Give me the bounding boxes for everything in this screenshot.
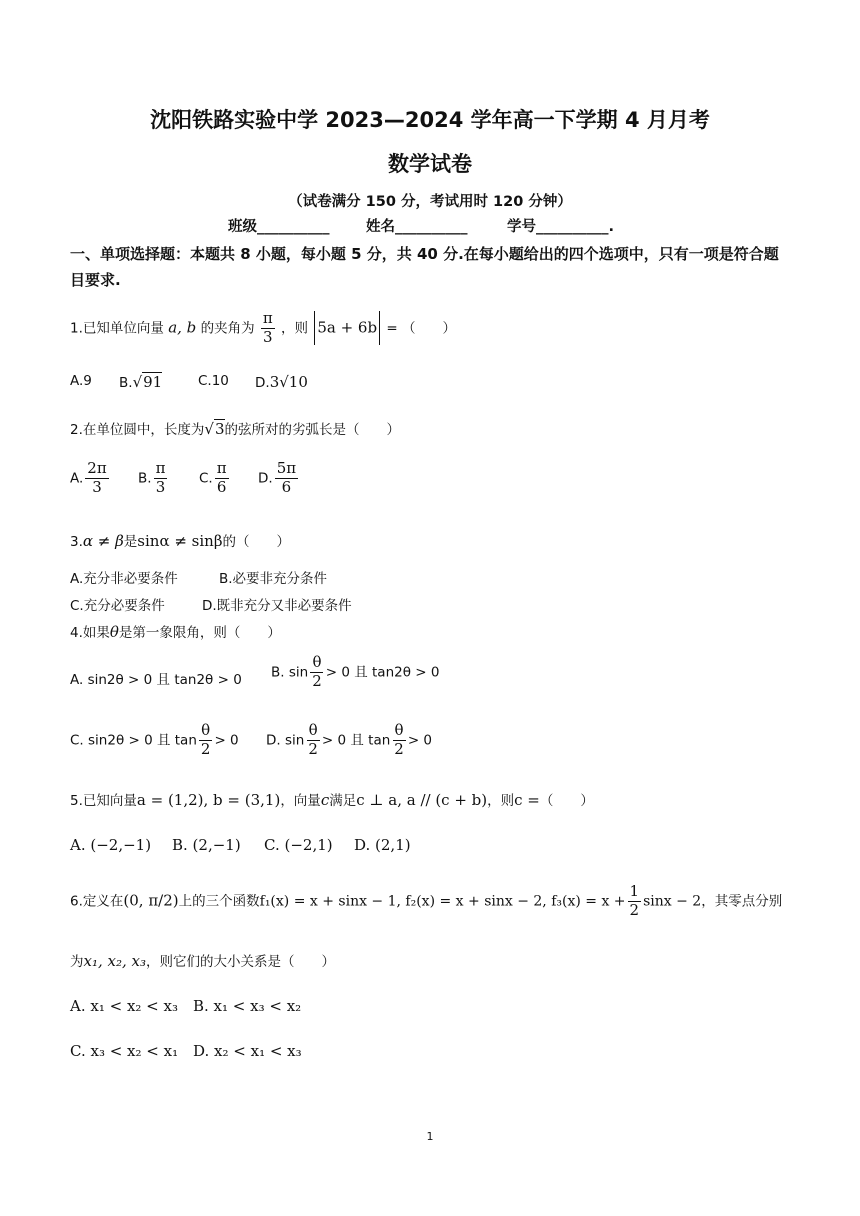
- q3-option-b: B.必要非充分条件: [219, 571, 328, 587]
- q6-option-a: A. x₁ < x₂ < x₃: [70, 997, 178, 1015]
- exam-subtitle: 数学试卷: [388, 152, 472, 176]
- name-field: 姓名__________: [366, 219, 468, 235]
- page-number: 1: [426, 1130, 434, 1143]
- q5-option-c: C. (−2,1): [264, 836, 333, 854]
- class-field: 班级__________: [228, 219, 330, 235]
- q1-option-a: A.9: [70, 373, 92, 389]
- q2-option-c: C. $\frac{\pi}{6}$: [199, 459, 227, 496]
- q5-option-b: B. (2,−1): [172, 836, 241, 854]
- sqrt-icon: √: [204, 420, 214, 438]
- q6-option-d: D. x₂ < x₁ < x₃: [193, 1042, 302, 1060]
- q1-prefix: 1.已知单位向量: [70, 320, 164, 337]
- q2-option-b: B. $\frac{\pi}{3}$: [138, 459, 166, 496]
- sqrt-icon: √: [132, 373, 143, 391]
- q1-option-b-radicand: 91: [143, 373, 163, 391]
- q5-option-d: D. (2,1): [354, 836, 411, 854]
- abs-bar-right: [379, 311, 380, 345]
- abs-bar-left: [314, 311, 315, 345]
- question-5: 5.已知向量a = (1,2), b = (3,1)，向量c满足c ⊥ a, a // (c + b)，则c =（ ）: [70, 791, 594, 809]
- exam-title: 沈阳铁路实验中学 2023—2024 学年高一下学期 4 月月考: [150, 108, 710, 132]
- q5-option-a: A. (−2,−1): [70, 836, 152, 854]
- q1-expression: 5a + 6b: [317, 318, 378, 337]
- q1-option-c: C.10: [198, 373, 229, 389]
- q1-mid: 的夹角为: [200, 320, 255, 337]
- q6-option-b: B. x₁ < x₃ < x₂: [193, 997, 302, 1015]
- question-2: 2.在单位圆中，长度为√3的弦所对的劣弧长是（ ）: [70, 420, 400, 438]
- q1-angle-fraction: $\frac{\pi}{3}$: [262, 309, 273, 346]
- q1-option-b: B.√91: [119, 373, 163, 391]
- q1-option-d: D.3√10: [255, 373, 308, 391]
- student-id-field: 学号__________.: [507, 219, 615, 235]
- q2-option-a: A. $\frac{2\pi}{3}$: [70, 459, 107, 496]
- exam-note: （试卷满分 150 分，考试用时 120 分钟）: [288, 194, 572, 210]
- question-6: 6.定义在(0, π/2)上的三个函数f₁(x) = x + sinx − 1, f₂(x) = x + sinx − 2, f₃(x) = x + $\frac{1}{2}$ sinx − 2，其零点分别: [70, 882, 783, 919]
- question-4: 4.如果θ是第一象限角，则（ ）: [70, 623, 281, 641]
- q4-option-c: C. sin2θ > 0 且 tan $\frac{\theta}{2}$ > 0: [70, 721, 239, 758]
- question-6-line-2: 为x₁, x₂, x₃，则它们的大小关系是（ ）: [70, 952, 335, 970]
- question-1: [70, 311, 456, 346]
- q3-option-a: A.充分非必要条件: [70, 571, 178, 587]
- q4-option-d: D. sin $\frac{\theta}{2}$ > 0 且 tan $\frac{\theta}{2}$ > 0: [266, 721, 433, 758]
- q4-option-b: B. sin $\frac{\theta}{2}$ > 0 且 tan2θ > 0: [271, 653, 440, 690]
- q1-then: ，则: [281, 320, 309, 337]
- q3-option-c: C.充分必要条件: [70, 598, 165, 614]
- section-heading: 一、单项选择题：本题共 8 小题，每小题 5 分，共 40 分.在每小题给出的四个选项中，只有一项是符合题目要求.: [70, 245, 779, 289]
- question-3: 3.α ≠ β是sinα ≠ sinβ的（ ）: [70, 532, 291, 550]
- q2-option-d: D. $\frac{5\pi}{6}$: [258, 459, 297, 496]
- q4-option-a: A. sin2θ > 0 且 tan2θ > 0: [70, 672, 242, 688]
- q6-option-c: C. x₃ < x₂ < x₁: [70, 1042, 179, 1060]
- q1-vectors: a, b: [168, 318, 197, 337]
- q1-tail: = （ ）: [386, 320, 456, 337]
- q3-option-d: D.既非充分又非必要条件: [202, 598, 352, 614]
